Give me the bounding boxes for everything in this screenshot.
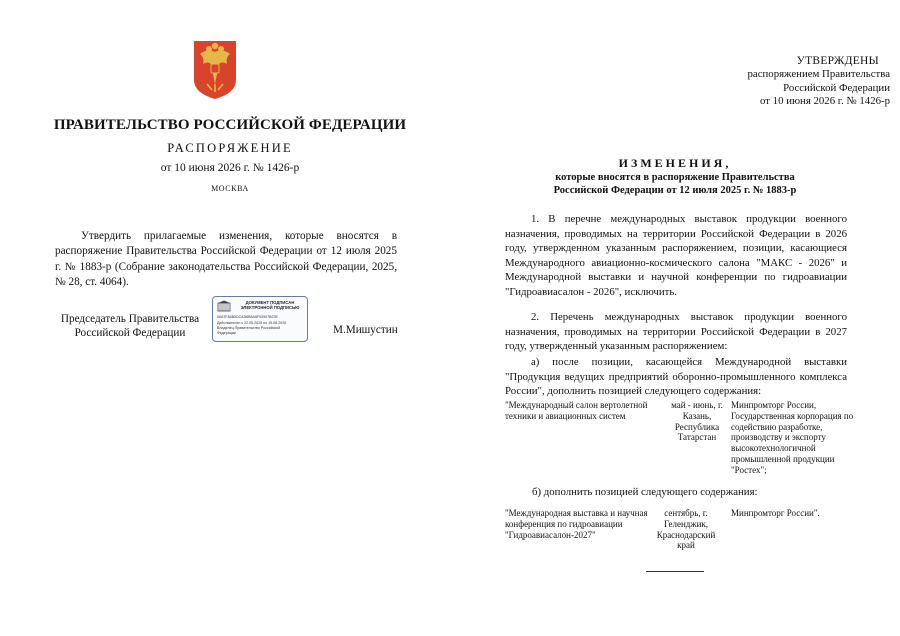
row1-dates-place: май - июнь, г. Казань, Республика Татарстан (671, 400, 723, 443)
main-text: Утвердить прилагаемые изменения, которые вносятся в распоряжение Правительства Российской Федерации от 12 июля 2025 г. № 1883-р (Собрание законодательства Российской Федерации, 2025, № 28, ст. 4064). (55, 230, 397, 288)
signer-position: Председатель Правительства Российской Федерации (60, 313, 200, 339)
stamp-certificate: 0A67F84B0DCAD6B8A6F00907B23E (217, 315, 278, 319)
stamp-heading: ДОКУМЕНТ ПОДПИСАН ЭЛЕКТРОННОЙ ПОДПИСЬЮ (240, 300, 300, 310)
end-divider (646, 571, 704, 572)
right-page (450, 0, 900, 636)
approved-line-1: распоряжением Правительства (747, 68, 890, 80)
changes-subtitle-line-2: Российской Федерации от 12 июля 2025 г. № 1883-р (553, 184, 797, 196)
city: МОСКВА (211, 184, 249, 193)
paragraph-1: 1. В перечне международных выставок продукции военного назначения, проводимых на территории Российской Федерации в 2026 году, утвержденном указанным распоряжением, позиции, касающиеся Международного авиационно-космического салона "МАКС - 2026" и Международной выставки и научной конференции по гидроавиации "Гидроавиасалон - 2026", исключить. (505, 213, 847, 298)
paragraph-a: а) после позиции, касающейся Международной выставки "Продукция ведущих предприятий оборонно-промышленного комплекса России", дополнить позицией следующего содержания: (505, 356, 847, 397)
stamp-validity: Действителен с 22.05.2025 по 15.08.2026 (217, 321, 287, 325)
electronic-signature-stamp (212, 296, 308, 342)
document-type: РАСПОРЯЖЕНИЕ (167, 141, 293, 155)
signature-stamp-logo-icon (217, 300, 231, 312)
changes-subtitle-line-1: которые вносятся в распоряжение Правительства (555, 172, 795, 183)
row2-dates-place: сентябрь, г. Геленджик, Краснодарский край (656, 508, 716, 551)
government-title: ПРАВИТЕЛЬСТВО РОССИЙСКОЙ ФЕДЕРАЦИИ (53, 117, 407, 133)
changes-title: ИЗМЕНЕНИЯ, (618, 156, 732, 170)
stamp-owner-cont: Федерации (217, 331, 236, 335)
approved-line-2: Российской Федерации (783, 81, 890, 94)
paragraph-2: 2. Перечень международных выставок продукции военного назначения, проводимых на территории Российской Федерации в 2027 году, утвержденный указанным распоряжением: (505, 311, 847, 352)
approved-title: УТВЕРЖДЕНЫ (796, 55, 879, 67)
approval-block (600, 54, 890, 109)
stamp-owner: Владелец Правительство Российской (217, 326, 281, 330)
row2-name: "Международная выставка и научная конференция по гидроавиации "Гидроавиасалон-2027" (505, 508, 648, 540)
russian-coat-of-arms-icon (193, 40, 237, 100)
paragraph-b: б) дополнить позицией следующего содержания: (532, 486, 758, 498)
approved-line-3: от 10 июня 2026 г. № 1426-р (760, 95, 890, 107)
changes-subtitle (490, 172, 860, 197)
row1-organizers: Минпромторг России, Государственная корпорация по содействию разработке, производству и экспорту высокотехнологичной промышленной продукции "Ростех"; (731, 400, 854, 475)
row1-name: "Международный салон вертолетной техники и авиационных систем (505, 400, 648, 421)
signer-name: М.Мишустин (333, 324, 398, 336)
order-date-number: от 10 июня 2026 г. № 1426-р (160, 162, 300, 174)
row2-organizers: Минпромторг России". (731, 508, 820, 518)
